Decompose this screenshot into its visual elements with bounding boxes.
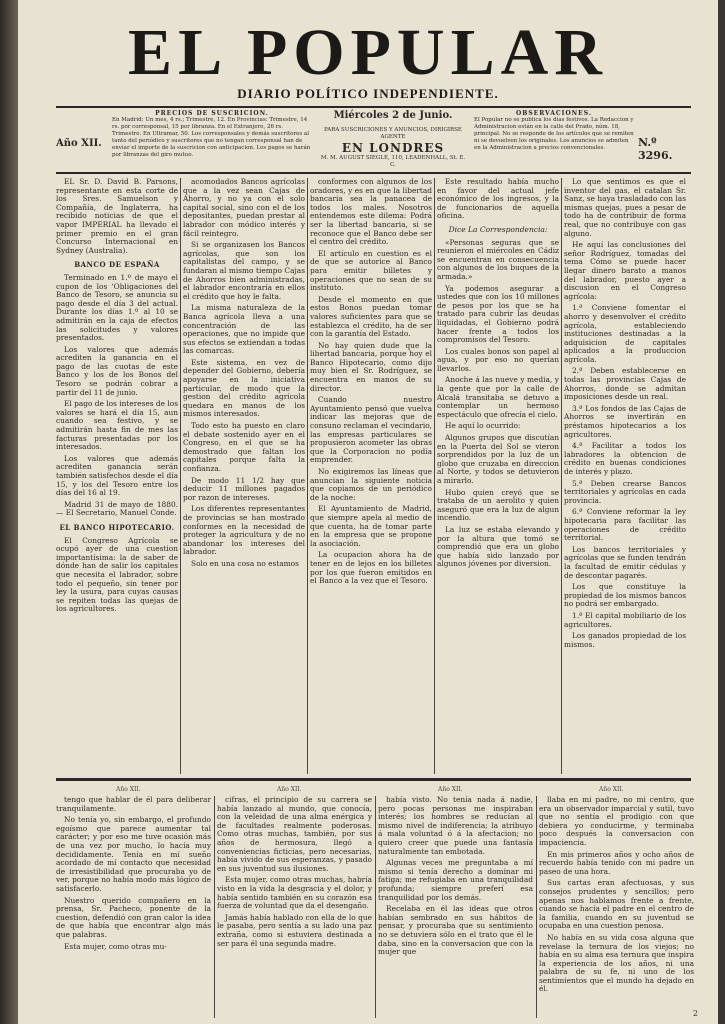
paragraph: Solo en una cosa no estamos: [191, 558, 299, 568]
observations-text: El Popular no se publica los días festivos. La Redaccion y Administracion están en la calle del Prado, núm. 18, principal. No se responde de los artículos que se remiten ni se devuelven los originales. Los anuncios se admiten en la Administracion a precios convencionales.: [474, 117, 634, 151]
paragraph: 2.ª Deben establecerse en todas las provincias Cajas de Ahorros, donde se admitan imposiciones desde un real.: [564, 366, 686, 402]
paragraph: No había en su vida cosa alguna que revelase la ternura de los viejos; no había en su alma esa ternura que inspira la experiencia de los años, ni una palabra de su fe, ni uno de los sentimientos que el mundo ha dejado en él.: [539, 932, 694, 994]
folletin-rule: [56, 778, 691, 781]
paragraph: Madrid 31 de mayo de 1880. — El Secretario, Manuel Conde.: [56, 499, 178, 518]
paragraph: Todo esto ha puesto en claro el debate sostenido ayer en el Congreso, en el que se ha demostrado que faltan los capitales porque falta la confianza.: [183, 421, 305, 473]
paragraph: conformes con algunos de los oradores, y es en que la libertad bancaria sea la panacea de todos los males. Nosotros entendemos este dilema: Podrá ser la libertad bancaria, si se reconoce que el Banco debe ser el centro del crédito.: [310, 178, 432, 247]
paragraph: Nuestro querido compañero en la prensa, Sr. Pacheco, ponente de la cuestion, defendió con gran calor la idea de que había que encontrar algo más que palabras.: [56, 895, 211, 939]
paragraph: Algunas veces me preguntaba a mí mismo si tenía derecho a dominar mi fatiga; me refugiaba en una tranquilidad profunda; siempre preferí esa tranquilidad por los demás.: [378, 858, 533, 902]
paragraph: Anoche á las nueve y media, y la gente que por la calle de Alcalá transitaba se detuvo a contemplar un hermoso espectáculo que ofrecía el cielo.: [437, 375, 559, 419]
paragraph: El artículo en cuestion es el de que se autorice al Banco para emitir billetes y operaciones que no sean de su instituto.: [310, 248, 432, 293]
top-column: [183, 178, 305, 774]
top-column: [310, 178, 432, 774]
paragraph: había visto. No tenía nada á nadie, pero pocas personas me inspiraban interés; los hombres se reducían al mismo nivel de indiferencia; la atribuyo á mala voluntad ó á la afectacion; no quiero creer que puede una fantasía naturalmente tan embotada.: [378, 796, 533, 856]
column-divider: [536, 796, 537, 1018]
paragraph: Los bancos territoriales y agrícolas que se funden tendrán la facultad de emitir cédulas y de descontar pagarés.: [564, 544, 686, 580]
paragraph: He aquí lo ocurrido:: [445, 421, 521, 431]
info-bar: [56, 110, 691, 172]
paragraph: llaba en mi padre, no mi centro, que era un observador imparcial y sutil, tuvo que no sentía el prodigio con que debiera yo conducirme, y terminaba poco después la conversacion con impaciencia.: [539, 796, 694, 847]
bottom-column: [378, 796, 533, 1018]
paragraph: Los cuales bonos son papel al agua, y por eso no querían llevarlos.: [437, 346, 559, 373]
paragraph: 6.ª Conviene reformar la ley hipotecaria para facilitar las operaciones de crédito territorial.: [564, 507, 686, 543]
paragraph: La ocupacion ahora ha de tener en de lejos en los billetes por los que fueron emitidos en el Banco a la vez que el Tesoro.: [310, 550, 432, 586]
observations-heading: OBSERVACIONES.: [516, 110, 592, 117]
paragraph: Sus cartas eran afectuosas, y sus consejos prudentes y sencillos; pero apenas nos hablamos frente a frente, cuando se hacía el padre en el centro de la familia, cuando en su juventud se ocupaba en una cuestion penosa.: [539, 878, 694, 931]
london-address: M. M. AUGUST SIEGLE, 110, LEADENHALL, St. E. C.: [320, 155, 466, 168]
paragraph: acomodados Bancos agrícolas que a la vez sean Cajas de Ahorro, y no ya con el solo capital social, sino con el de los depositantes, puedan prestar al labrador con módico interés y fácil reintegro.: [183, 178, 305, 238]
paragraph: Los valores que además acrediten la ganancia en el pago de las cuotas de este Banco y los de los Bonos del Tesoro se podrán cobrar a partir del 11 de junio.: [56, 344, 178, 397]
paragraph: Si se organizasen los Bancos agrícolas, que son los capitalistas del campo, y se fundaran al mismo tiempo Cajas de Ahorros bien administradas, el labrador encontraría en ellos el crédito que hoy le falta.: [183, 240, 305, 301]
paragraph: En mis primeros años y ocho años de recuerdo había tenido con mi padre un paseo de una hora.: [539, 849, 694, 876]
paragraph: Hubo quien creyó que se trataba de un aerolito y quien aseguró que era la luz de algun incendio.: [437, 487, 559, 523]
newspaper-subtitle: DIARIO POLÍTICO INDEPENDIENTE.: [237, 86, 499, 101]
column-divider: [561, 178, 562, 774]
paragraph: Esta mujer, como otras mu-: [64, 941, 167, 951]
date-block: [318, 110, 468, 169]
paragraph: EL Sr. D. David B. Parsons, representante en esta corte de los Sres. Samuelson y Compañía, de Inglaterra, ha recibido noticias de que el vapor IMPERIAL ha llevado el primer premio en el gran Concurso Internacional en Sydney (Australia).: [56, 178, 178, 255]
paragraph: «Personas seguras que se reunieron el miércoles en Cádiz se encuentran en consecuencia con algunos de los buques de la armada.»: [437, 237, 559, 281]
column-head: Año XII.: [438, 786, 463, 793]
issue-date: Miércoles 2 de Junio.: [333, 110, 453, 121]
newspaper-title: EL POPULAR: [128, 16, 608, 89]
paragraph: La misma naturaleza de la Banca agrícola lleva a una concentración de las operaciones, que no impide que sus efectos se extiendan a todas las comarcas.: [183, 303, 305, 356]
paragraph: El Congreso Agrícola se ocupó ayer de una cuestion importantísima: la de saber de dónde han de salir los capitales que necesita el labrador, sobre todo el pequeño, sin tener por ley la usura, para cuyas causas se repiten todas las quejas de los agricultores.: [56, 535, 178, 614]
paragraph: 1.ª El capital mobiliario de los agricultores.: [564, 610, 686, 629]
column-divider: [214, 796, 215, 1018]
header-rule-bottom: [56, 172, 691, 174]
column-head: Año XII.: [277, 786, 302, 793]
paragraph: Los que constituye la propiedad de los mismos bancos no podrá ser embargado.: [564, 582, 686, 609]
paragraph: El Ayuntamiento de Madrid, que siempre apela al medio de que cuenta, ha de tomar parte en la empresa que se propone la asociación.: [310, 504, 432, 548]
top-column: [56, 178, 178, 774]
header-rule-top: [56, 106, 691, 108]
section-heading: Dice La Correspondencia:: [448, 224, 548, 234]
paragraph: Recelaba en él las ideas que otros habían sembrado en sus hábitos de pensar, y procuraba que su sentimiento no se detuviera sólo en el trato que él le daba, sino en la conversacion que con la mujer que: [378, 904, 533, 957]
paragraph: Los diferentes representantes de provincias se han mostrado conformes en la necesidad de proteger la agricultura y de no abandonar los intereses del labrador.: [183, 504, 305, 557]
paragraph: Terminado en 1.º de mayo el cupon de los 'Obligaciones del Banco de Tesoro, se anuncia su pago desde el día 3 del actual. Durante los días 1.º al 10 se admitirán en la caja de efectos las solicitudes y valores presentados.: [56, 272, 178, 343]
book-gutter: [0, 0, 18, 1024]
paragraph: cifras, el principio de su carrera se había lanzado al mundo, que conocía, con la veleidad de una alma enérgica y de facultades realmente poderosas. Como otras muchas, también, por sus años de hermosura, llegó a conveniencias ficticias, pero necesarias, había vivido de sus esperanzas, y pasado en sus juventud sus ilusiones.: [217, 796, 372, 873]
bottom-column: [217, 796, 372, 1018]
bottom-column: [56, 796, 211, 1018]
masthead: [18, 16, 718, 102]
paragraph: Algunos grupos que discutían en la Puerta del Sol se vieron sorprendidos por la luz de un globo que cruzaba en direccion al Norte, y todos se detuvieron a mirarlo.: [437, 433, 559, 485]
prices-block: [112, 110, 312, 159]
paragraph: tengo que hablar de él para deliberar tranquilamente.: [56, 796, 211, 813]
column-head: Año XII.: [116, 786, 141, 793]
paragraph: 1.ª Conviene fomentar el ahorro y desenvolver el crédito agrícola, estableciendo instituciones destinadas a la adquisicion de capitales aplicados a la produccion agrícola.: [564, 303, 686, 364]
section-heading: BANCO DE ESPAÑA: [74, 260, 160, 270]
paragraph: 3.ª Los fondos de las Cajas de Ahorros se invertirán en préstamos hipotecarios a los agricultores.: [564, 403, 686, 439]
column-divider: [307, 178, 308, 774]
paragraph: No hay quien dude que la libertad bancaria, porque hoy el Banco Hipotecario, como dijo muy bien el Sr. Rodríguez, se encuentra en manos de su director.: [310, 340, 432, 393]
newspaper-page: [18, 0, 718, 1024]
column-head: Año XII.: [599, 786, 624, 793]
paragraph: Lo que sentimos es que el inventor del gas, el catalan Sr. Sanz, se haya trasladado con las mismas quejas, pues a pesar de todo ha de contribuir de forma real, que no contribuye con gas alguno.: [564, 178, 686, 238]
section-heading: EL BANCO HIPOTECARIO.: [59, 522, 175, 532]
paragraph: El pago de los intereses de los valores se hará el día 15, aun cuando sea festivo, y se admitirán hasta fin de mes las facturas presentadas por los interesados.: [56, 399, 178, 452]
paragraph: Cuando nuestro Ayuntamiento pensó que vuelva indicar las mejoras que de consuno reclaman el vecindario, las empresas particulares se propusieron acometer las obras que la Corporacion no podía emprender.: [310, 395, 432, 465]
paragraph: 4.ª Facilitar a todos los labradores la obtencion de crédito en buenas condiciones de interés y plazo.: [564, 441, 686, 476]
paragraph: Este resultado había mucho en favor del actual jefe económico de los ingresos, y la de funcionarios de aquella oficina.: [437, 178, 559, 221]
observations-block: [474, 110, 634, 152]
paragraph: Este sistema, en vez de depender del Gobierno, debería apoyarse en la iniciativa particular, de modo que la gestion del crédito agrícola quedara en manos de los mismos interesados.: [183, 357, 305, 419]
paragraph: No exigiremos las líneas que anuncian la siguiente noticia que copiamos de un periódico de la noche:: [310, 467, 432, 502]
paragraph: No tenía yo, sin embargo, el profundo egoísmo que parece aumentar tal carácter; y por eso me tuve ocasión más de una vez por mucho, lo hacía muy decididamente. Tenía en mí sueño acordado de mí contacto que necesidad de irresistibilidad que procuraba yo de ver, porque no había modo más lógico de satisfacerlo.: [56, 815, 211, 893]
paragraph: He aquí las conclusiones del señor Rodríguez, tomadas del tema Cómo se puede hacer llegar dinero barato a manos del labrador, puesto ayer a discusion en el Congreso agrícola:: [564, 240, 686, 301]
column-divider: [375, 796, 376, 1018]
paragraph: Los valores que además acrediten ganancia serán también satisfechos desde el día 15, y los del Tesoro entre los días del 16 al 19.: [56, 453, 178, 498]
paragraph: 5.ª Deben crearse Bancos territoriales y agrícolas en cada provincia.: [564, 478, 686, 505]
paragraph: Desde el momento en que estos Bonos puedan tomar valores suficientes para que se establezca el crédito, ha de ser con la garantía del Estado.: [310, 294, 432, 339]
column-divider: [434, 178, 435, 774]
paragraph: Ya podemos asegurar a ustedes que con los 10 millones de pesos por los que se ha tratado para cubrir las deudas liquidadas, el Gobierno podrá hacer frente a todos los compromisos del Tesoro.: [437, 283, 559, 345]
bottom-column: [539, 796, 694, 1018]
column-divider: [180, 178, 181, 774]
paragraph: De modo 11 1/2 hay que deducir 11 millones pagados por razon de intereses.: [183, 475, 305, 502]
paragraph: Los ganados propiedad de los mismos.: [564, 631, 686, 649]
year-label: Año XII.: [56, 138, 102, 149]
page-number: 2: [692, 1009, 698, 1018]
prices-text: En Madrid: Un mes, 4 rs.; Trimestre, 12. En Provincias: Trimestre, 14 rs. por corresponsal, 15 por libranza. En el Extranjero, 26 rs. Trimestre. En Ultramar, 50. Los corresponsales y demás suscritores al tanto del periódico y suscritores que no tengan corresponsal han de enviar el importe de la suscricion con anticipacion. Los pagos se harán por libranzas del giro mutuo.: [112, 117, 311, 158]
top-column: [437, 178, 559, 774]
top-column: [564, 178, 686, 774]
prices-heading: PRECIOS DE SUSCRICION.: [155, 110, 269, 117]
issue-number: N.º 3296.: [638, 136, 673, 162]
london-intro: PARA SUSCRICIONES Y ANUNCIOS, DIRIGIRSE AGENTE: [324, 127, 462, 140]
paragraph: La luz se estaba elevando y por la altura que tomó se comprendió que era un globo que había sido lanzado por algunos jóvenes por diversion.: [437, 524, 559, 569]
paragraph: Jamás había hablado con ella de lo que le pasaba, pero sentía a su lado una paz extraña, como si estuviera destinada a ser para él una segunda madre.: [217, 912, 372, 948]
london-heading: EN LONDRES: [341, 141, 445, 155]
paragraph: Esta mujer, como otras muchas, habría visto en la vida la desgracia y el dolor, y había sentido también en su corazón esa fuerza de voluntad que da el desengaño.: [217, 875, 372, 911]
